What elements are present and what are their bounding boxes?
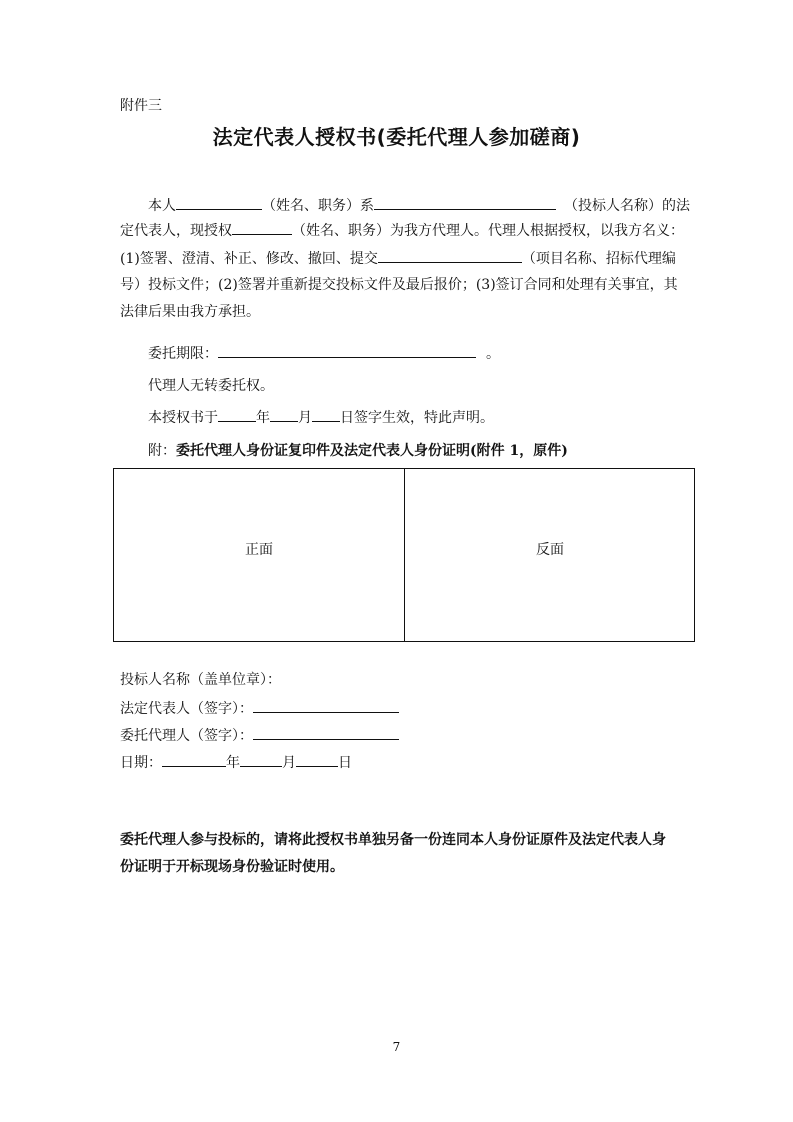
- bidder-name-blank[interactable]: [374, 194, 556, 210]
- year-label: 年: [226, 755, 240, 771]
- effective-year-blank[interactable]: [218, 406, 256, 422]
- text-segment: （项目名称、招标代理编: [521, 251, 676, 267]
- effective-month-blank[interactable]: [270, 406, 298, 422]
- paragraph-line-3: [120, 247, 676, 269]
- agent-name-blank[interactable]: [232, 219, 292, 235]
- agent-signature-blank[interactable]: [253, 724, 399, 740]
- term-end: 。: [486, 346, 500, 362]
- date-year-blank[interactable]: [162, 751, 226, 767]
- term-label: 委托期限：: [148, 346, 218, 362]
- effective-day-blank[interactable]: [312, 406, 340, 422]
- legal-rep-label: 法定代表人（签字）：: [120, 701, 253, 717]
- page-number: 7: [392, 1040, 401, 1054]
- paragraph-line-5: 法律后果由我方承担。: [120, 304, 260, 320]
- term-line: [148, 342, 500, 364]
- text-segment: （姓名、职务）为我方代理人。代理人根据授权，以我方名义：: [292, 223, 684, 239]
- effective-prefix: 本授权书于: [148, 410, 218, 426]
- id-back-label: 反面: [536, 542, 564, 558]
- document-title: 法定代表人授权书(委托代理人参加磋商): [212, 125, 581, 149]
- attachment-note-text: 委托代理人身份证复印件及法定代表人身份证明(附件 1，原件): [176, 443, 568, 459]
- project-name-blank[interactable]: [378, 247, 522, 263]
- paragraph-line-4: 号）投标文件；(2)签署并重新提交投标文件及最后报价；(3)签订合同和处理有关事宜，其: [120, 277, 678, 293]
- term-blank[interactable]: [218, 342, 476, 358]
- agent-signature-line: [120, 724, 399, 746]
- date-month-blank[interactable]: [240, 751, 282, 767]
- attachment-note-prefix: 附：: [148, 443, 176, 459]
- day-label: 日: [338, 755, 352, 771]
- date-line: [120, 751, 352, 773]
- attachment-label: 附件三: [120, 98, 162, 114]
- paragraph-line-2: [120, 219, 684, 241]
- bottom-note-line-2: 份证明于开标现场身份验证时使用。: [120, 859, 344, 875]
- text-segment: 定代表人，现授权: [120, 223, 232, 239]
- month-label: 月: [282, 755, 296, 771]
- agent-label: 委托代理人（签字）：: [120, 728, 253, 744]
- id-front-label: 正面: [245, 542, 273, 558]
- year-label: 年: [256, 410, 270, 426]
- bottom-note-line-1: 委托代理人参与投标的，请将此授权书单独另备一份连同本人身份证原件及法定代表人身: [120, 832, 666, 848]
- text-segment: （姓名、职务）系: [262, 198, 374, 214]
- text-segment: （投标人名称）的法: [564, 198, 690, 214]
- date-day-blank[interactable]: [296, 751, 338, 767]
- attachment-note: [148, 441, 568, 461]
- month-label: 月: [298, 410, 312, 426]
- bidder-seal-line: 投标人名称（盖单位章）：: [120, 672, 281, 688]
- text-segment: 本人: [148, 198, 176, 214]
- date-label: 日期：: [120, 755, 162, 771]
- name-title-blank[interactable]: [176, 194, 262, 210]
- no-transfer-statement: 代理人无转委托权。: [148, 378, 274, 394]
- legal-rep-signature-line: [120, 697, 399, 719]
- effective-date-line: [148, 406, 494, 428]
- text-segment: (1)签署、澄清、补正、修改、撤回、提交: [120, 251, 378, 267]
- effective-suffix: 日签字生效，特此声明。: [340, 410, 494, 426]
- paragraph-line-1: [148, 194, 690, 216]
- legal-rep-signature-blank[interactable]: [253, 697, 399, 713]
- id-card-copy-box: [113, 468, 695, 642]
